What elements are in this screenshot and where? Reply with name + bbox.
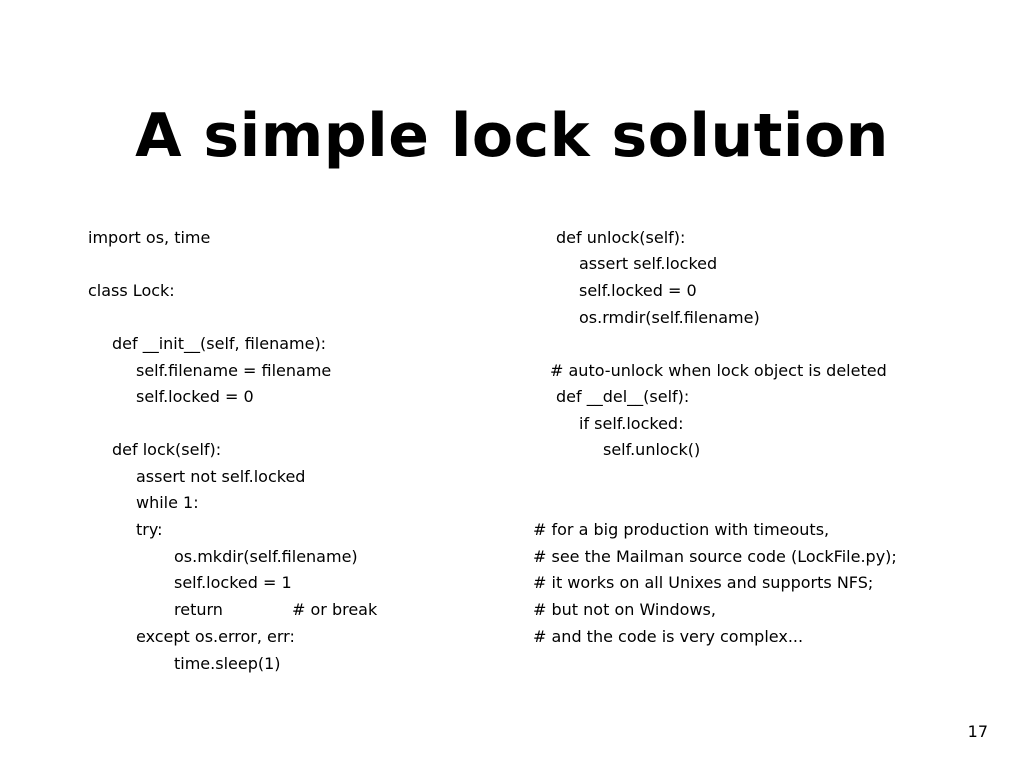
code-line: self.locked = 0 [136,387,254,406]
code-line: while 1: [136,493,199,512]
code-comment: # or break [292,600,378,619]
code-line: import os, time [88,228,211,247]
code-line: return [174,600,223,619]
code-line: self.locked = 0 [579,281,697,300]
page-number: 17 [967,722,988,741]
code-line: def lock(self): [112,440,222,459]
code-comment: # auto-unlock when lock object is deleted [550,361,887,380]
code-line: def __init__(self, filename): [112,334,327,353]
code-comment: # it works on all Unixes and supports NFS; [533,573,874,592]
code-line: assert self.locked [579,254,718,273]
code-line: except os.error, err: [136,627,295,646]
code-comment: # for a big production with timeouts, [533,520,830,539]
code-line: def unlock(self): [556,228,686,247]
slide-title: A simple lock solution [135,101,889,171]
code-line: def __del__(self): [556,387,690,406]
code-line: self.filename = filename [136,361,332,380]
code-line: self.unlock() [603,440,701,459]
code-line: assert not self.locked [136,467,306,486]
code-line: try: [136,520,163,539]
code-line: os.mkdir(self.filename) [174,547,358,566]
code-line: os.rmdir(self.filename) [579,308,760,327]
code-line: if self.locked: [579,414,684,433]
code-line: class Lock: [88,281,175,300]
code-comment: # see the Mailman source code (LockFile.py); [533,547,897,566]
code-comment: # and the code is very complex... [533,627,804,646]
code-comment: # but not on Windows, [533,600,716,619]
code-line: self.locked = 1 [174,573,292,592]
code-line: time.sleep(1) [174,654,281,673]
